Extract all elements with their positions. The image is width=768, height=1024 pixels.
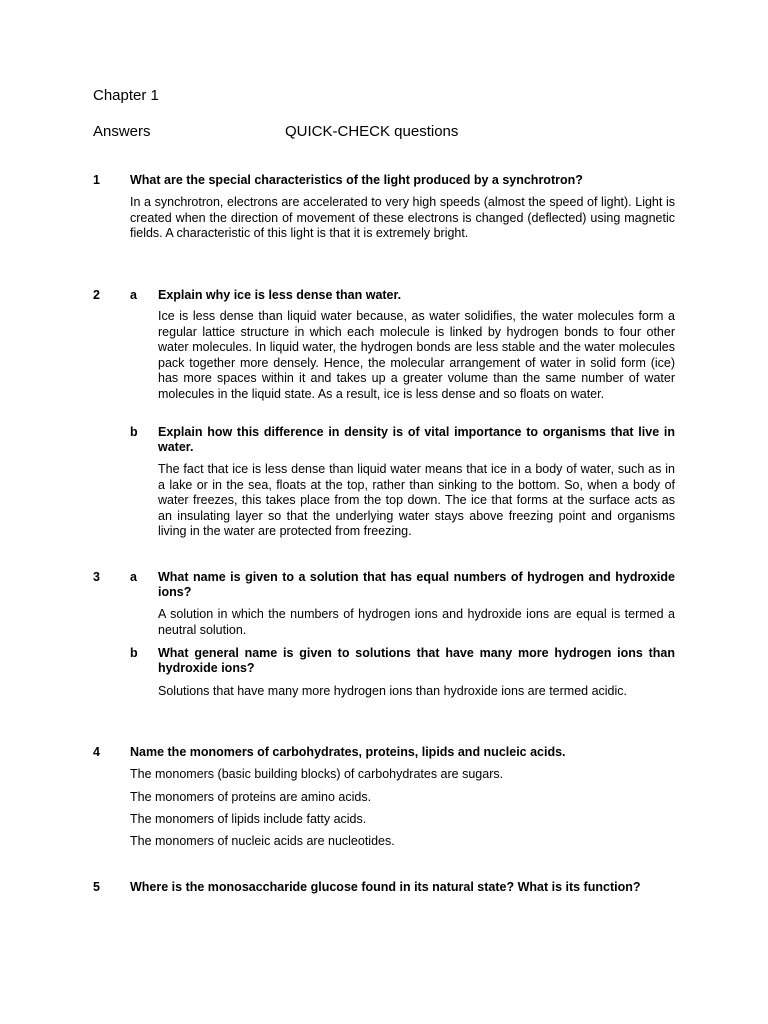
- answer-2b-text: The fact that ice is less dense than liquid water means that ice in a body of water, such as in a lake or in the sea, floats at the top, rather than sinking to the bottom. So, when a body of water freezes, this takes place from the top down. The ice that forms at the surface acts as an insulating layer so that the underlying water stays above freezing point and organisms living in the water are protected from freezing.: [158, 462, 675, 539]
- question-5-text: Where is the monosaccharide glucose found in its natural state? What is its function?: [130, 880, 641, 894]
- question-2b-text: Explain how this difference in density is of vital importance to organisms that live in water.: [158, 425, 675, 454]
- question-number-5: 5: [93, 880, 100, 894]
- answer-1-text: In a synchrotron, electrons are accelerated to very high speeds (almost the speed of light). Light is created when the direction of movement of these electrons is changed (deflected) using magnetic fields. A characteristic of this light is that it is extremely bright.: [130, 195, 675, 241]
- answer-3a-text: A solution in which the numbers of hydrogen ions and hydroxide ions are equal is termed a neutral solution.: [158, 607, 675, 637]
- answer-4-line: The monomers of nucleic acids are nucleotides.: [130, 834, 395, 848]
- question-number-4: 4: [93, 745, 100, 759]
- question-3b-text: What general name is given to solutions that have many more hydrogen ions than hydroxide ions?: [158, 646, 675, 675]
- question-2a-text: Explain why ice is less dense than water.: [158, 288, 402, 302]
- question-3b-letter: b: [130, 646, 138, 660]
- question-4-text: Name the monomers of carbohydrates, proteins, lipids and nucleic acids.: [130, 745, 566, 759]
- answer-2a-text: Ice is less dense than liquid water because, as water solidifies, the water molecules form a regular lattice structure in which each molecule is linked by hydrogen bonds to four other water molecules. In liquid water, the hydrogen bonds are less stable and the water molecules pack together more densely. Hence, the molecular arrangement of water in solid form (ice) has more spaces within it and takes up a greater volume than the same number of water molecules in the liquid state. As a result, ice is less dense and so floats on water.: [158, 309, 675, 401]
- answers-heading: Answers: [93, 123, 151, 140]
- question-2a-letter: a: [130, 288, 137, 302]
- answer-4-line: The monomers of lipids include fatty acids.: [130, 812, 367, 826]
- answer-3b-text: Solutions that have many more hydrogen ions than hydroxide ions are termed acidic.: [158, 684, 628, 698]
- quick-check-heading: QUICK-CHECK questions: [285, 123, 459, 140]
- question-3a-letter: a: [130, 570, 137, 584]
- answer-4-line: The monomers of proteins are amino acids.: [130, 790, 372, 804]
- question-2b-letter: b: [130, 425, 138, 439]
- chapter-heading: Chapter 1: [93, 87, 159, 104]
- question-3a-text: What name is given to a solution that has equal numbers of hydrogen and hydroxide ions?: [158, 570, 675, 599]
- question-number-2: 2: [93, 288, 100, 302]
- question-1-text: What are the special characteristics of the light produced by a synchrotron?: [130, 173, 583, 187]
- question-number-3: 3: [93, 570, 100, 584]
- question-number-1: 1: [93, 173, 100, 187]
- answer-4-line: The monomers (basic building blocks) of carbohydrates are sugars.: [130, 767, 504, 781]
